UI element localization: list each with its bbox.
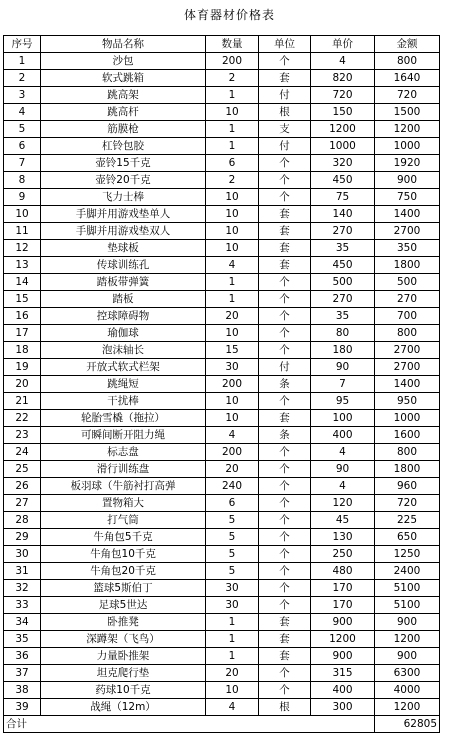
table-row xyxy=(4,376,440,393)
row-index: 27 xyxy=(4,495,41,512)
table-row xyxy=(4,410,440,427)
item-name: 干扰棒 xyxy=(41,393,206,410)
unit: 套 xyxy=(259,240,311,257)
header-unit-price: 单价 xyxy=(311,36,375,53)
item-name: 手脚并用游戏垫双人 xyxy=(41,223,206,240)
table-row xyxy=(4,240,440,257)
unit: 个 xyxy=(259,512,311,529)
row-index: 8 xyxy=(4,172,41,189)
quantity: 30 xyxy=(206,580,259,597)
unit: 个 xyxy=(259,529,311,546)
header-item-name: 物品名称 xyxy=(41,36,206,53)
quantity: 1 xyxy=(206,631,259,648)
row-index: 37 xyxy=(4,665,41,682)
quantity: 240 xyxy=(206,478,259,495)
table-row xyxy=(4,138,440,155)
unit-price: 170 xyxy=(311,597,375,614)
table-row xyxy=(4,393,440,410)
header-unit: 单位 xyxy=(259,36,311,53)
quantity: 1 xyxy=(206,614,259,631)
unit: 个 xyxy=(259,308,311,325)
unit: 个 xyxy=(259,461,311,478)
unit: 个 xyxy=(259,393,311,410)
table-row xyxy=(4,512,440,529)
row-index: 31 xyxy=(4,563,41,580)
amount: 720 xyxy=(375,87,440,104)
amount: 2400 xyxy=(375,563,440,580)
unit-price: 315 xyxy=(311,665,375,682)
amount: 4000 xyxy=(375,682,440,699)
item-name: 控球障碍物 xyxy=(41,308,206,325)
row-index: 6 xyxy=(4,138,41,155)
unit-price: 75 xyxy=(311,189,375,206)
item-name: 壶铃15千克 xyxy=(41,155,206,172)
item-name: 沙包 xyxy=(41,53,206,70)
quantity: 1 xyxy=(206,648,259,665)
quantity: 10 xyxy=(206,325,259,342)
unit-price: 300 xyxy=(311,699,375,716)
unit-price: 45 xyxy=(311,512,375,529)
table-row xyxy=(4,580,440,597)
amount: 720 xyxy=(375,495,440,512)
amount: 900 xyxy=(375,614,440,631)
unit-price: 400 xyxy=(311,682,375,699)
unit-price: 1200 xyxy=(311,121,375,138)
table-row xyxy=(4,70,440,87)
row-index: 17 xyxy=(4,325,41,342)
amount: 5100 xyxy=(375,580,440,597)
unit: 个 xyxy=(259,274,311,291)
amount: 1000 xyxy=(375,410,440,427)
table-body xyxy=(4,53,440,716)
table-row xyxy=(4,461,440,478)
amount: 750 xyxy=(375,189,440,206)
item-name: 杠铃包胶 xyxy=(41,138,206,155)
header-row xyxy=(4,36,440,53)
unit: 个 xyxy=(259,563,311,580)
table-row xyxy=(4,359,440,376)
row-index: 14 xyxy=(4,274,41,291)
row-index: 5 xyxy=(4,121,41,138)
quantity: 5 xyxy=(206,529,259,546)
unit: 个 xyxy=(259,682,311,699)
table-row xyxy=(4,648,440,665)
row-index: 20 xyxy=(4,376,41,393)
unit: 付 xyxy=(259,138,311,155)
header-index: 序号 xyxy=(4,36,41,53)
unit-price: 140 xyxy=(311,206,375,223)
quantity: 20 xyxy=(206,461,259,478)
unit: 付 xyxy=(259,359,311,376)
total-label: 合计 xyxy=(4,716,375,733)
unit-price: 95 xyxy=(311,393,375,410)
unit-price: 4 xyxy=(311,478,375,495)
table-row xyxy=(4,631,440,648)
amount: 1000 xyxy=(375,138,440,155)
item-name: 跳高架 xyxy=(41,87,206,104)
amount: 1200 xyxy=(375,631,440,648)
amount: 960 xyxy=(375,478,440,495)
unit-price: 90 xyxy=(311,359,375,376)
item-name: 坦克爬行垫 xyxy=(41,665,206,682)
quantity: 10 xyxy=(206,240,259,257)
amount: 5100 xyxy=(375,597,440,614)
amount: 1200 xyxy=(375,121,440,138)
row-index: 18 xyxy=(4,342,41,359)
row-index: 11 xyxy=(4,223,41,240)
table-row xyxy=(4,325,440,342)
unit: 个 xyxy=(259,478,311,495)
unit-price: 900 xyxy=(311,614,375,631)
amount: 2700 xyxy=(375,342,440,359)
table-row xyxy=(4,665,440,682)
unit: 套 xyxy=(259,631,311,648)
quantity: 200 xyxy=(206,376,259,393)
item-name: 战绳（12m） xyxy=(41,699,206,716)
table-row xyxy=(4,597,440,614)
unit-price: 80 xyxy=(311,325,375,342)
unit-price: 180 xyxy=(311,342,375,359)
unit: 个 xyxy=(259,325,311,342)
quantity: 10 xyxy=(206,206,259,223)
unit-price: 820 xyxy=(311,70,375,87)
item-name: 踏板带弹簧 xyxy=(41,274,206,291)
row-index: 4 xyxy=(4,104,41,121)
quantity: 2 xyxy=(206,70,259,87)
table-row xyxy=(4,189,440,206)
quantity: 4 xyxy=(206,427,259,444)
unit-price: 4 xyxy=(311,444,375,461)
item-name: 飞力士棒 xyxy=(41,189,206,206)
item-name: 传球训练孔 xyxy=(41,257,206,274)
table-row xyxy=(4,529,440,546)
item-name: 打气筒 xyxy=(41,512,206,529)
unit-price: 120 xyxy=(311,495,375,512)
quantity: 4 xyxy=(206,257,259,274)
amount: 1200 xyxy=(375,699,440,716)
row-index: 12 xyxy=(4,240,41,257)
price-table xyxy=(3,35,440,733)
unit: 个 xyxy=(259,495,311,512)
item-name: 滑行训练盘 xyxy=(41,461,206,478)
item-name: 手脚并用游戏垫单人 xyxy=(41,206,206,223)
unit-price: 170 xyxy=(311,580,375,597)
page-title: 体育器材价格表 xyxy=(183,8,275,22)
item-name: 筋膜枪 xyxy=(41,121,206,138)
unit-price: 320 xyxy=(311,155,375,172)
unit: 个 xyxy=(259,155,311,172)
unit: 根 xyxy=(259,699,311,716)
unit: 个 xyxy=(259,546,311,563)
quantity: 1 xyxy=(206,87,259,104)
unit: 个 xyxy=(259,444,311,461)
unit-price: 450 xyxy=(311,257,375,274)
header-amount: 金额 xyxy=(375,36,440,53)
unit: 套 xyxy=(259,257,311,274)
item-name: 力量卧推架 xyxy=(41,648,206,665)
table-row xyxy=(4,699,440,716)
quantity: 4 xyxy=(206,699,259,716)
table-row xyxy=(4,682,440,699)
table-row xyxy=(4,274,440,291)
amount: 900 xyxy=(375,172,440,189)
amount: 6300 xyxy=(375,665,440,682)
unit-price: 500 xyxy=(311,274,375,291)
unit-price: 400 xyxy=(311,427,375,444)
total-value: 62805 xyxy=(375,716,440,733)
table-row xyxy=(4,87,440,104)
unit: 个 xyxy=(259,342,311,359)
row-index: 3 xyxy=(4,87,41,104)
quantity: 1 xyxy=(206,291,259,308)
unit-price: 1200 xyxy=(311,631,375,648)
row-index: 23 xyxy=(4,427,41,444)
quantity: 200 xyxy=(206,444,259,461)
unit-price: 7 xyxy=(311,376,375,393)
unit: 个 xyxy=(259,665,311,682)
unit: 套 xyxy=(259,410,311,427)
quantity: 30 xyxy=(206,597,259,614)
quantity: 15 xyxy=(206,342,259,359)
row-index: 36 xyxy=(4,648,41,665)
unit-price: 4 xyxy=(311,53,375,70)
unit-price: 100 xyxy=(311,410,375,427)
amount: 270 xyxy=(375,291,440,308)
row-index: 16 xyxy=(4,308,41,325)
unit: 套 xyxy=(259,614,311,631)
unit-price: 35 xyxy=(311,240,375,257)
amount: 650 xyxy=(375,529,440,546)
quantity: 10 xyxy=(206,682,259,699)
row-index: 7 xyxy=(4,155,41,172)
row-index: 34 xyxy=(4,614,41,631)
table-row xyxy=(4,444,440,461)
row-index: 9 xyxy=(4,189,41,206)
row-index: 35 xyxy=(4,631,41,648)
unit-price: 35 xyxy=(311,308,375,325)
table-row xyxy=(4,172,440,189)
quantity: 10 xyxy=(206,410,259,427)
quantity: 10 xyxy=(206,223,259,240)
item-name: 牛角包10千克 xyxy=(41,546,206,563)
table-row xyxy=(4,427,440,444)
table-row xyxy=(4,257,440,274)
item-name: 壶铃20千克 xyxy=(41,172,206,189)
row-index: 25 xyxy=(4,461,41,478)
unit-price: 250 xyxy=(311,546,375,563)
row-index: 2 xyxy=(4,70,41,87)
amount: 350 xyxy=(375,240,440,257)
header-quantity: 数量 xyxy=(206,36,259,53)
unit: 付 xyxy=(259,87,311,104)
item-name: 足球5世达 xyxy=(41,597,206,614)
item-name: 跳高杆 xyxy=(41,104,206,121)
quantity: 20 xyxy=(206,308,259,325)
unit: 个 xyxy=(259,53,311,70)
unit: 套 xyxy=(259,648,311,665)
unit: 套 xyxy=(259,70,311,87)
unit: 个 xyxy=(259,580,311,597)
row-index: 22 xyxy=(4,410,41,427)
item-name: 板羽球（牛筋衬打高弹 xyxy=(41,478,206,495)
table-row xyxy=(4,308,440,325)
unit-price: 270 xyxy=(311,291,375,308)
row-index: 19 xyxy=(4,359,41,376)
amount: 2700 xyxy=(375,359,440,376)
amount: 1600 xyxy=(375,427,440,444)
amount: 950 xyxy=(375,393,440,410)
amount: 700 xyxy=(375,308,440,325)
quantity: 200 xyxy=(206,53,259,70)
item-name: 牛角包5千克 xyxy=(41,529,206,546)
amount: 500 xyxy=(375,274,440,291)
quantity: 1 xyxy=(206,274,259,291)
item-name: 垫球板 xyxy=(41,240,206,257)
item-name: 瑜伽球 xyxy=(41,325,206,342)
item-name: 踏板 xyxy=(41,291,206,308)
amount: 225 xyxy=(375,512,440,529)
table-row xyxy=(4,104,440,121)
table-row xyxy=(4,53,440,70)
unit: 根 xyxy=(259,104,311,121)
amount: 800 xyxy=(375,444,440,461)
row-index: 10 xyxy=(4,206,41,223)
item-name: 开放式软式栏架 xyxy=(41,359,206,376)
unit: 条 xyxy=(259,376,311,393)
quantity: 10 xyxy=(206,189,259,206)
row-index: 26 xyxy=(4,478,41,495)
amount: 1920 xyxy=(375,155,440,172)
amount: 2700 xyxy=(375,223,440,240)
row-index: 32 xyxy=(4,580,41,597)
amount: 800 xyxy=(375,53,440,70)
unit: 个 xyxy=(259,172,311,189)
quantity: 10 xyxy=(206,104,259,121)
unit: 套 xyxy=(259,223,311,240)
quantity: 2 xyxy=(206,172,259,189)
amount: 800 xyxy=(375,325,440,342)
item-name: 可瞬间断开阻力绳 xyxy=(41,427,206,444)
item-name: 药球10千克 xyxy=(41,682,206,699)
row-index: 28 xyxy=(4,512,41,529)
unit-price: 900 xyxy=(311,648,375,665)
row-index: 13 xyxy=(4,257,41,274)
table-row xyxy=(4,614,440,631)
item-name: 标志盘 xyxy=(41,444,206,461)
unit: 套 xyxy=(259,206,311,223)
quantity: 30 xyxy=(206,359,259,376)
row-index: 24 xyxy=(4,444,41,461)
quantity: 5 xyxy=(206,563,259,580)
amount: 1400 xyxy=(375,206,440,223)
item-name: 软式跳箱 xyxy=(41,70,206,87)
item-name: 深蹲架（飞鸟） xyxy=(41,631,206,648)
item-name: 篮球5斯伯丁 xyxy=(41,580,206,597)
amount: 1500 xyxy=(375,104,440,121)
unit: 条 xyxy=(259,427,311,444)
row-index: 38 xyxy=(4,682,41,699)
table-row xyxy=(4,223,440,240)
item-name: 牛角包20千克 xyxy=(41,563,206,580)
quantity: 6 xyxy=(206,155,259,172)
unit-price: 1000 xyxy=(311,138,375,155)
quantity: 20 xyxy=(206,665,259,682)
unit-price: 450 xyxy=(311,172,375,189)
amount: 1800 xyxy=(375,257,440,274)
unit-price: 720 xyxy=(311,87,375,104)
unit: 个 xyxy=(259,291,311,308)
amount: 900 xyxy=(375,648,440,665)
quantity: 5 xyxy=(206,512,259,529)
row-index: 21 xyxy=(4,393,41,410)
table-row xyxy=(4,342,440,359)
row-index: 15 xyxy=(4,291,41,308)
row-index: 33 xyxy=(4,597,41,614)
unit-price: 90 xyxy=(311,461,375,478)
table-row xyxy=(4,495,440,512)
item-name: 轮胎雪橇（拖拉） xyxy=(41,410,206,427)
quantity: 10 xyxy=(206,393,259,410)
amount: 1400 xyxy=(375,376,440,393)
unit: 个 xyxy=(259,597,311,614)
table-row xyxy=(4,478,440,495)
row-index: 39 xyxy=(4,699,41,716)
table-row xyxy=(4,206,440,223)
quantity: 5 xyxy=(206,546,259,563)
total-row xyxy=(4,716,440,733)
row-index: 30 xyxy=(4,546,41,563)
table-row xyxy=(4,155,440,172)
table-row xyxy=(4,291,440,308)
quantity: 1 xyxy=(206,138,259,155)
amount: 1800 xyxy=(375,461,440,478)
row-index: 1 xyxy=(4,53,41,70)
item-name: 跳绳短 xyxy=(41,376,206,393)
table-row xyxy=(4,546,440,563)
table-row xyxy=(4,121,440,138)
amount: 1250 xyxy=(375,546,440,563)
unit: 个 xyxy=(259,189,311,206)
item-name: 泡沫轴长 xyxy=(41,342,206,359)
unit-price: 270 xyxy=(311,223,375,240)
quantity: 1 xyxy=(206,121,259,138)
item-name: 置物箱大 xyxy=(41,495,206,512)
unit-price: 130 xyxy=(311,529,375,546)
unit-price: 480 xyxy=(311,563,375,580)
item-name: 卧推凳 xyxy=(41,614,206,631)
unit-price: 150 xyxy=(311,104,375,121)
unit: 支 xyxy=(259,121,311,138)
amount: 1640 xyxy=(375,70,440,87)
row-index: 29 xyxy=(4,529,41,546)
quantity: 6 xyxy=(206,495,259,512)
table-row xyxy=(4,563,440,580)
